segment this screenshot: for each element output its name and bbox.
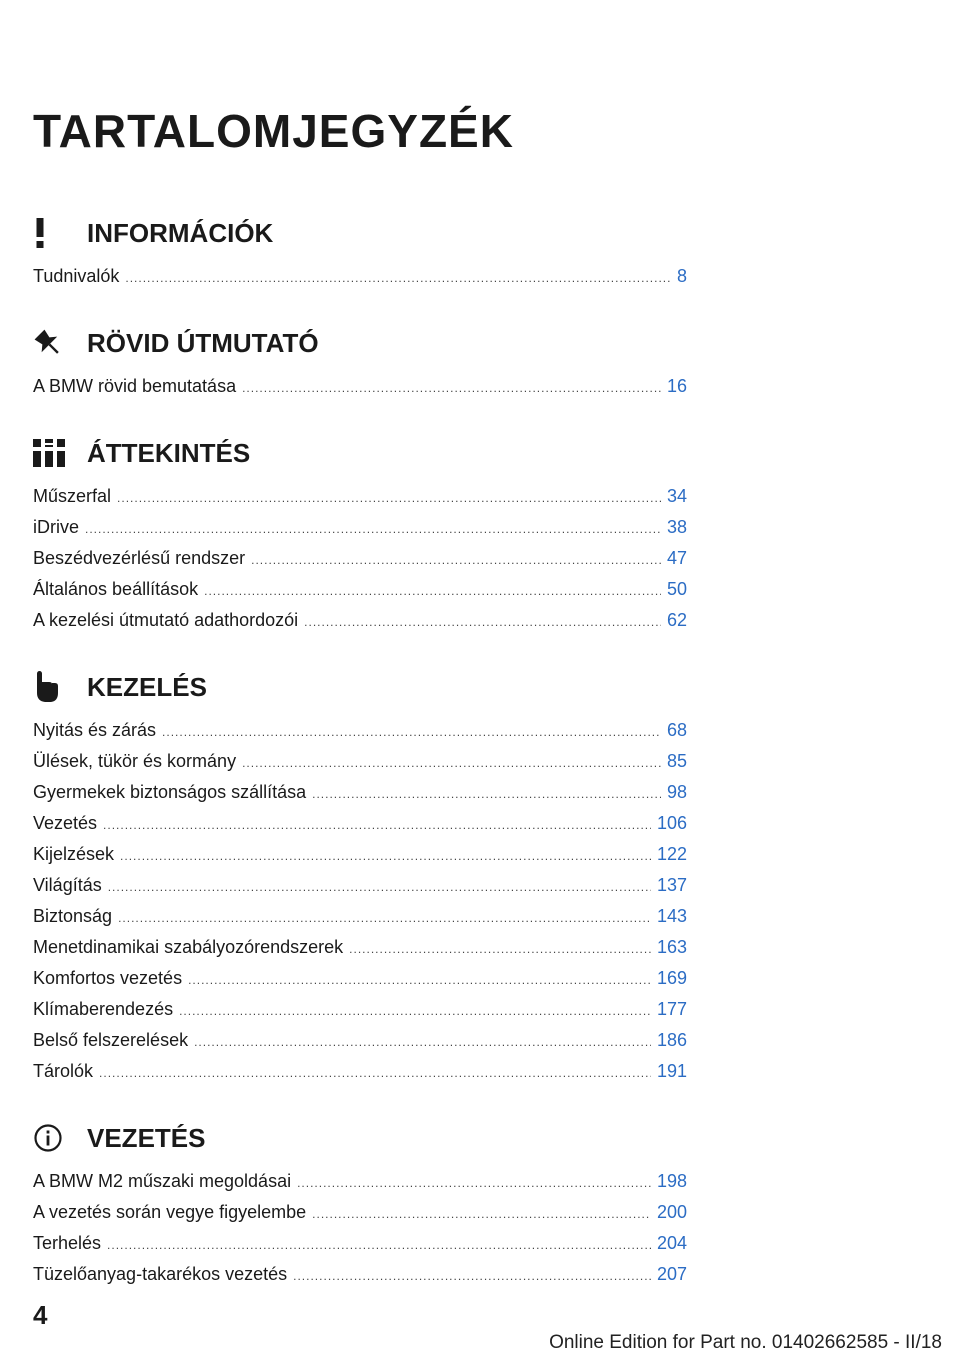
section-title: ÁTTEKINTÉS [87,437,251,468]
toc-entry-page-link[interactable]: 163 [656,937,687,957]
dot-leader [194,1027,651,1058]
table-of-contents [33,205,687,1313]
dot-leader [117,483,661,514]
toc-entry-label: A BMW M2 műszaki megoldásai [33,1171,292,1191]
toc-entry[interactable] [33,481,687,512]
toc-entry-page-link[interactable]: 68 [666,720,687,740]
dot-leader [125,263,671,294]
toc-entry-page-link[interactable]: 8 [676,266,687,286]
toc-entry-label: A BMW rövid bemutatása [33,376,237,396]
toc-entry-page-link[interactable]: 200 [656,1202,687,1222]
toc-entry[interactable] [33,512,687,543]
dot-leader [312,1199,651,1230]
toc-section-vezetes [33,1110,687,1290]
toc-section-kezeles [33,659,687,1087]
toc-entry-label: Belső felszerelések [33,1030,189,1050]
toc-entry-page-link[interactable]: 98 [666,782,687,802]
toc-entry[interactable] [33,870,687,901]
info-icon [33,1118,87,1158]
dot-leader [188,965,651,996]
section-heading [33,659,687,715]
toc-entry-label: Terhelés [33,1233,102,1253]
footer-edition-note: Online Edition for Part no. 01402662585 - II/18 [549,1332,942,1353]
toc-entry[interactable] [33,901,687,932]
toc-entry-label: Általános beállítások [33,579,199,599]
toc-entry-label: Klímaberendezés [33,999,174,1019]
toc-entry[interactable] [33,994,687,1025]
dot-leader [162,717,661,748]
dot-leader [242,748,661,779]
toc-entry-page-link[interactable]: 122 [656,844,687,864]
toc-entry-page-link[interactable]: 191 [656,1061,687,1081]
toc-entry-page-link[interactable]: 204 [656,1233,687,1253]
toc-entry-label: Menetdinamikai szabályozórendszerek [33,937,344,957]
toc-section-informaciok [33,205,687,292]
toc-entry[interactable] [33,1025,687,1056]
toc-entry[interactable] [33,574,687,605]
toc-entry[interactable] [33,371,687,402]
dot-leader [120,841,651,872]
dot-leader [107,1230,651,1261]
toc-entry-page-link[interactable]: 137 [656,875,687,895]
dot-leader [293,1261,651,1292]
toc-section-rovid-utmutato [33,315,687,402]
section-heading [33,205,687,261]
toc-entry-page-link[interactable]: 47 [666,548,687,568]
toc-entry[interactable] [33,1197,687,1228]
toc-entry-label: Tüzelőanyag-takarékos vezetés [33,1264,288,1284]
toc-entry-page-link[interactable]: 169 [656,968,687,988]
section-heading [33,425,687,481]
dot-leader [99,1058,651,1089]
toc-entry[interactable] [33,808,687,839]
toc-entry[interactable] [33,1166,687,1197]
toc-entry-label: Vezetés [33,813,98,833]
toc-entry-label: Beszédvezérlésű rendszer [33,548,246,568]
toc-entry-label: iDrive [33,517,80,537]
section-title: VEZETÉS [87,1122,206,1153]
toc-entry-label: Gyermekek biztonságos szállítása [33,782,307,802]
dot-leader [251,545,661,576]
toc-entry-page-link[interactable]: 186 [656,1030,687,1050]
toc-entry[interactable] [33,1259,687,1290]
section-title: KEZELÉS [87,671,207,702]
toc-entry[interactable] [33,1228,687,1259]
dot-leader [312,779,661,810]
hand-pointer-icon [33,667,87,707]
toc-entry-label: Biztonság [33,906,113,926]
page-number: 4 [33,1300,48,1330]
dot-leader [108,872,651,903]
section-heading [33,315,687,371]
section-title: INFORMÁCIÓK [87,217,274,248]
toc-entry-label: Ülések, tükör és kormány [33,751,237,771]
toc-entry-page-link[interactable]: 85 [666,751,687,771]
page-title: TARTALOMJEGYZÉK [33,105,514,157]
toc-entry-page-link[interactable]: 177 [656,999,687,1019]
dot-leader [349,934,651,965]
grid-icon [33,433,87,473]
toc-entry-page-link[interactable]: 34 [666,486,687,506]
toc-entry-label: Kijelzések [33,844,115,864]
toc-entry[interactable] [33,963,687,994]
toc-entry-label: Komfortos vezetés [33,968,183,988]
exclamation-icon [33,213,87,253]
toc-entry-page-link[interactable]: 50 [666,579,687,599]
toc-entry-page-link[interactable]: 198 [656,1171,687,1191]
dot-leader [85,514,661,545]
toc-entry-page-link[interactable]: 106 [656,813,687,833]
toc-entry[interactable] [33,715,687,746]
dot-leader [204,576,661,607]
dot-leader [242,373,661,404]
toc-entry[interactable] [33,605,687,636]
dot-leader [179,996,651,1027]
pin-icon [33,323,87,363]
section-heading [33,1110,687,1166]
toc-entry-page-link[interactable]: 143 [656,906,687,926]
toc-entry[interactable] [33,746,687,777]
toc-entry-page-link[interactable]: 207 [656,1264,687,1284]
toc-entry-label: A vezetés során vegye figyelembe [33,1202,307,1222]
toc-entry-label: Tárolók [33,1061,94,1081]
toc-entry-label: Világítás [33,875,102,895]
dot-leader [297,1168,651,1199]
toc-section-attekintes [33,425,687,636]
toc-entry[interactable] [33,1056,687,1087]
toc-entry-label: A kezelési útmutató adathordozói [33,610,299,630]
toc-entry[interactable] [33,839,687,870]
toc-entry-label: Nyitás és zárás [33,720,157,740]
dot-leader [304,607,661,638]
section-title: RÖVID ÚTMUTATÓ [87,327,319,358]
toc-entry-label: Műszerfal [33,486,112,506]
dot-leader [103,810,651,841]
toc-entry-page-link[interactable]: 16 [666,376,687,396]
dot-leader [118,903,651,934]
toc-entry-label: Tudnivalók [33,266,120,286]
toc-entry[interactable] [33,261,687,292]
toc-entry-page-link[interactable]: 38 [666,517,687,537]
toc-entry[interactable] [33,777,687,808]
toc-entry[interactable] [33,932,687,963]
toc-entry[interactable] [33,543,687,574]
toc-entry-page-link[interactable]: 62 [666,610,687,630]
